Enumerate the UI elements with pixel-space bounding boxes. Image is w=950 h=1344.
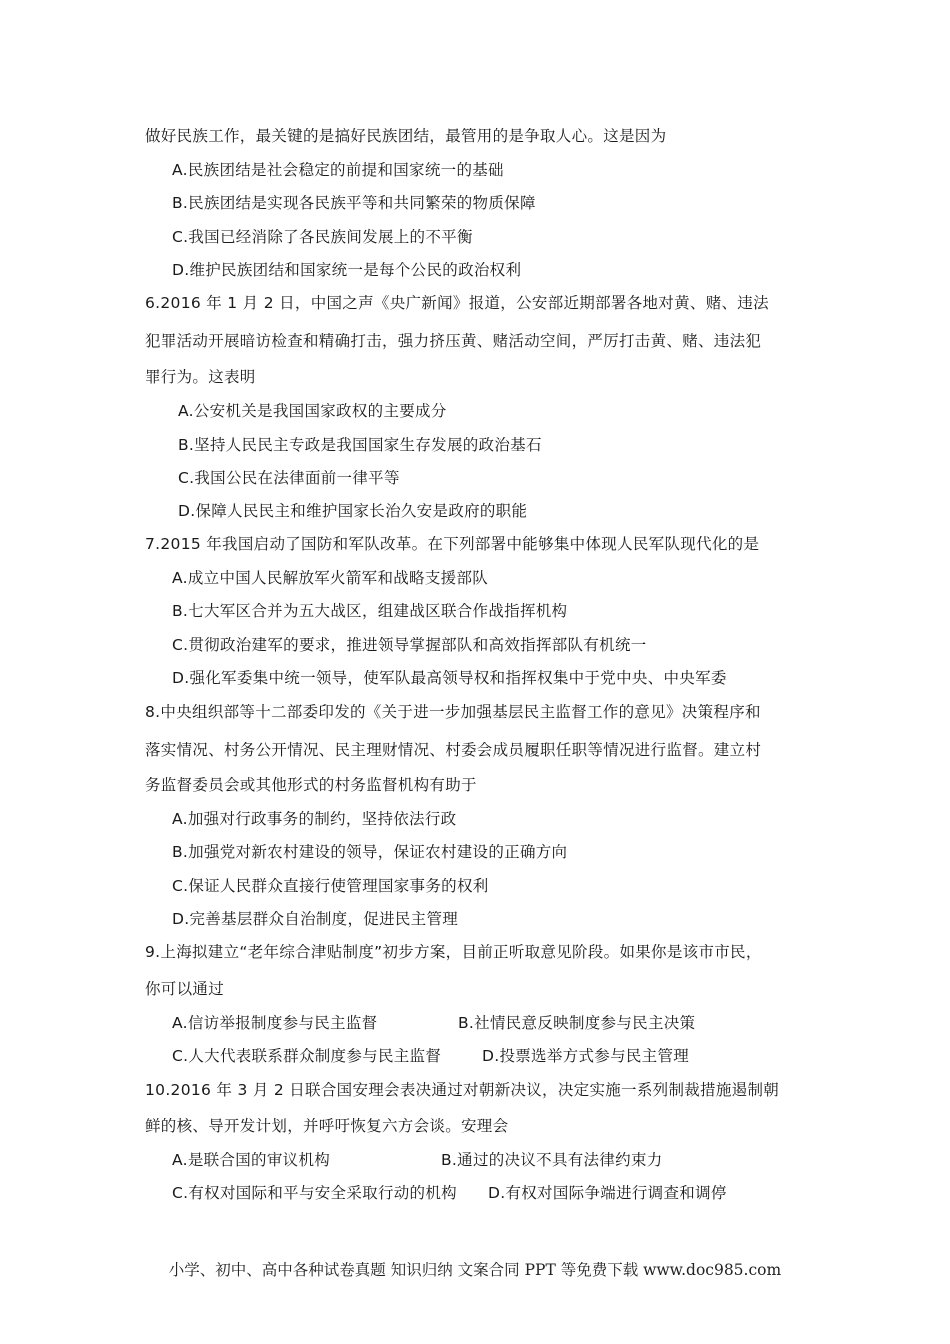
q6-option-c: C.我国公民在法律面前一律平等 [178, 469, 400, 487]
q5-option-b: B.民族团结是实现各民族平等和共同繁荣的物质保障 [172, 194, 536, 212]
q10-option-d: D.有权对国际争端进行调查和调停 [488, 1184, 727, 1202]
q7-option-b: B.七大军区合并为五大战区，组建战区联合作战指挥机构 [172, 602, 568, 620]
q10-option-c: C.有权对国际和平与安全采取行动的机构 [172, 1184, 457, 1202]
q7-option-c: C.贯彻政治建军的要求，推进领导掌握部队和高效指挥部队有机统一 [172, 636, 647, 654]
q9-stem-line1: 9.上海拟建立“老年综合津贴制度”初步方案，目前正听取意见阶段。如果你是该市市民， [145, 943, 762, 961]
q8-stem-line3: 务监督委员会或其他形式的村务监督机构有助于 [145, 776, 477, 794]
q6-stem-line3: 罪行为。这表明 [145, 368, 256, 386]
q9-option-d: D.投票选举方式参与民主管理 [482, 1047, 690, 1065]
q10-option-b: B.通过的决议不具有法律约束力 [441, 1151, 663, 1169]
q8-option-d: D.完善基层群众自治制度，促进民主管理 [172, 910, 459, 928]
q6-option-d: D.保障人民民主和维护国家长治久安是政府的职能 [178, 502, 528, 520]
q6-option-a: A.公安机关是我国国家政权的主要成分 [178, 402, 447, 420]
q8-option-a: A.加强对行政事务的制约，坚持依法行政 [172, 810, 457, 828]
q7-stem: 7.2015 年我国启动了国防和军队改革。在下列部署中能够集中体现人民军队现代化的是 [145, 535, 760, 553]
q8-option-b: B.加强党对新农村建设的领导，保证农村建设的正确方向 [172, 843, 568, 861]
q9-option-c: C.人大代表联系群众制度参与民主监督 [172, 1047, 442, 1065]
q10-stem-line1: 10.2016 年 3 月 2 日联合国安理会表决通过对朝新决议，决定实施一系列制裁措施遏制朝 [145, 1081, 780, 1099]
q8-stem-line2: 落实情况、村务公开情况、民主理财情况、村委会成员履职任职等情况进行监督。建立村 [145, 741, 762, 759]
q6-option-b: B.坚持人民民主专政是我国国家生存发展的政治基石 [178, 436, 542, 454]
q9-option-a: A.信访举报制度参与民主监督 [172, 1014, 378, 1032]
footer-download-notice: 小学、初中、高中各种试卷真题 知识归纳 文案合同 PPT 等免费下载 www.doc985.com [168, 1261, 782, 1279]
q10-stem-line2: 鲜的核、导开发计划，并呼吁恢复六方会谈。安理会 [145, 1117, 509, 1135]
q9-stem-line2: 你可以通过 [145, 980, 225, 998]
q6-stem-line1: 6.2016 年 1 月 2 日，中国之声《央广新闻》报道，公安部近期部署各地对黄、赌、违法 [145, 294, 769, 312]
q8-option-c: C.保证人民群众直接行使管理国家事务的权利 [172, 877, 489, 895]
q5-option-d: D.维护民族团结和国家统一是每个公民的政治权利 [172, 261, 522, 279]
q5-option-c: C.我国已经消除了各民族间发展上的不平衡 [172, 228, 473, 246]
q10-option-a: A.是联合国的审议机构 [172, 1151, 331, 1169]
q6-stem-line2: 犯罪活动开展暗访检查和精确打击，强力挤压黄、赌活动空间，严厉打击黄、赌、违法犯 [145, 332, 762, 350]
q5-option-a: A.民族团结是社会稳定的前提和国家统一的基础 [172, 161, 504, 179]
q7-option-d: D.强化军委集中统一领导，使军队最高领导权和指挥权集中于党中央、中央军委 [172, 669, 727, 687]
q5-stem: 做好民族工作，最关键的是搞好民族团结，最管用的是争取人心。这是因为 [145, 127, 667, 145]
q9-option-b: B.社情民意反映制度参与民主决策 [458, 1014, 696, 1032]
q7-option-a: A.成立中国人民解放军火箭军和战略支援部队 [172, 569, 489, 587]
q8-stem-line1: 8.中央组织部等十二部委印发的《关于进一步加强基层民主监督工作的意见》决策程序和 [145, 703, 761, 721]
